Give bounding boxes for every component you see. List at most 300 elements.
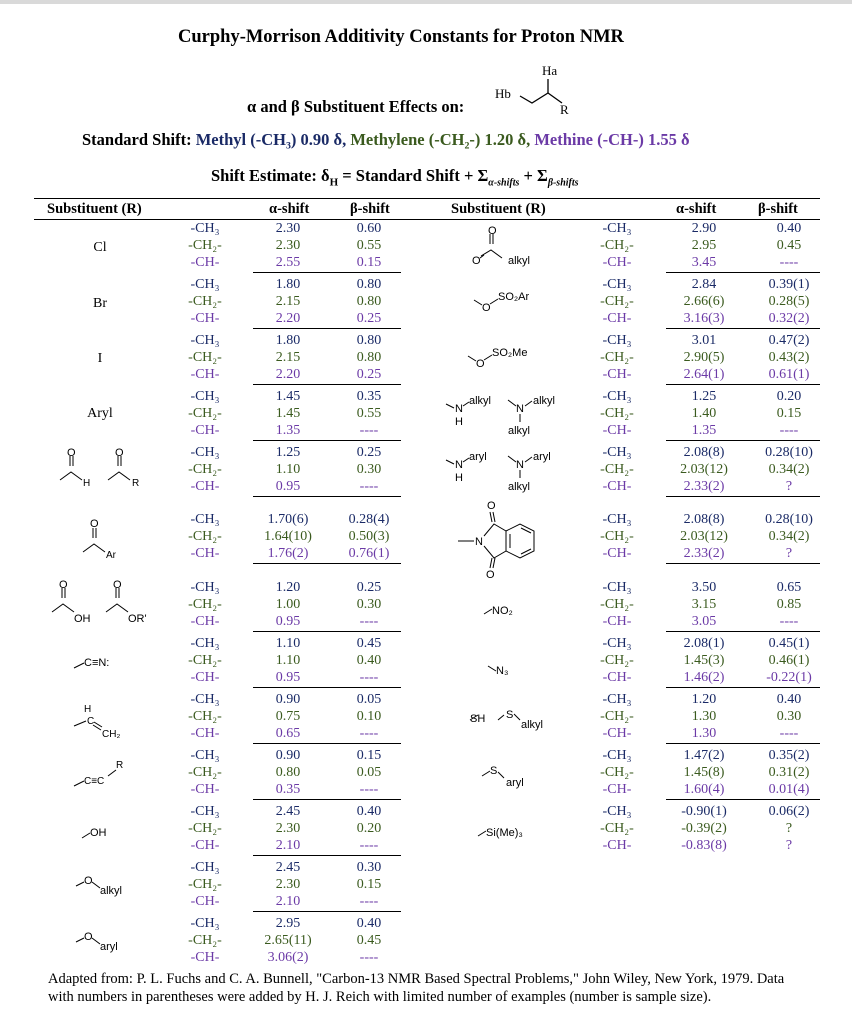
- beta-shift-value: 0.01(4): [768, 782, 810, 797]
- arylsulfide-aryl-label: aryl: [506, 777, 524, 789]
- alpha-shift-value: 2.03(12): [680, 529, 728, 544]
- alkyne-structure: [72, 754, 152, 794]
- sulfonate-methyl-o-label: O: [476, 358, 485, 370]
- alpha-shift-value: 2.20: [275, 311, 301, 326]
- alpha-shift-value: 2.45: [275, 804, 301, 819]
- row-carbon-label: -CH₂-: [188, 462, 222, 477]
- beta-shift-value: 0.20: [776, 389, 802, 404]
- beta-shift-value: 0.06(2): [768, 804, 810, 819]
- beta-shift-value: 0.28(10): [765, 512, 813, 527]
- arylsulfide-s-label: S: [490, 765, 498, 777]
- effects-heading: α and β Substituent Effects on:: [247, 97, 465, 116]
- alpha-shift-value: 1.35: [275, 423, 301, 438]
- row-separator: [666, 687, 820, 688]
- row-carbon-label: -CH₃: [602, 804, 632, 819]
- row-carbon-label: -CH₃: [602, 748, 632, 763]
- arylamine2-aryl-label: aryl: [533, 451, 551, 463]
- beta-shift-value: ----: [359, 782, 379, 797]
- substituent-br: Br: [93, 296, 107, 311]
- aryl-ether-o-label: O: [84, 931, 93, 943]
- alpha-shift-value: 0.65: [275, 726, 301, 741]
- alpha-shift-value: 1.45: [275, 389, 301, 404]
- sulfonate-methyl-label: SO₂Me: [492, 347, 528, 359]
- beta-shift-value: ----: [779, 614, 799, 629]
- substituent-aryl: Aryl: [87, 406, 113, 421]
- alpha-shift-value: 2.65(11): [264, 933, 312, 948]
- alpha-shift-value: 1.10: [275, 462, 301, 477]
- beta-shift-value: 0.80: [356, 350, 382, 365]
- row-carbon-label: -CH₂-: [600, 529, 634, 544]
- arylamine-h-label: H: [455, 472, 463, 484]
- beta-shift-value: 0.80: [356, 294, 382, 309]
- alpha-shift-value: 2.45: [275, 860, 301, 875]
- col-beta-left: β-shift: [350, 201, 390, 217]
- row-carbon-label: -CH₃: [602, 445, 632, 460]
- arylsulfide-structure: [480, 762, 550, 792]
- svg-text:O: O: [67, 447, 76, 459]
- row-separator: [666, 799, 820, 800]
- beta-shift-value: ----: [359, 894, 379, 909]
- ester-o-label: O: [472, 255, 481, 267]
- beta-shift-value: ----: [779, 423, 799, 438]
- substituent-cl: Cl: [93, 240, 107, 255]
- row-carbon-label: -CH-: [602, 838, 632, 853]
- beta-shift-value: 0.65: [776, 580, 802, 595]
- alpha-shift-value: 1.10: [275, 653, 301, 668]
- beta-shift-value: 0.46(1): [768, 653, 810, 668]
- row-carbon-label: -CH-: [190, 546, 220, 561]
- beta-shift-value: ?: [785, 479, 793, 494]
- row-carbon-label: -CH₂-: [600, 821, 634, 836]
- estimate-prefix: Shift Estimate: δ: [211, 166, 330, 185]
- row-carbon-label: -CH₃: [190, 804, 220, 819]
- alpha-shift-value: 0.35: [275, 782, 301, 797]
- alpha-shift-value: 3.50: [691, 580, 717, 595]
- alpha-shift-value: 3.01: [691, 333, 717, 348]
- alpha-shift-value: -0.39(2): [681, 821, 727, 836]
- alpha-shift-value: -0.90(1): [681, 804, 727, 819]
- sulfonate-aryl-structure: [472, 284, 562, 314]
- alpha-shift-value: 2.90: [691, 221, 717, 236]
- phthalimide-structure: [454, 498, 554, 580]
- alpha-shift-value: 2.08(8): [683, 512, 725, 527]
- aryl-ether-structure: [74, 928, 164, 958]
- hb-label: Hb: [495, 86, 511, 101]
- amine2-alkyl-label: alkyl: [533, 395, 556, 407]
- row-carbon-label: -CH₃: [190, 636, 220, 651]
- alpha-shift-value: 1.46(2): [683, 670, 725, 685]
- beta-shift-value: 0.55: [356, 238, 382, 253]
- alpha-shift-value: 0.90: [275, 692, 301, 707]
- alpha-shift-value: 1.30: [691, 709, 717, 724]
- alpha-shift-value: 1.45(8): [683, 765, 725, 780]
- col-beta-right: β-shift: [758, 201, 798, 217]
- alpha-shift-value: 1.45(3): [683, 653, 725, 668]
- azide-structure: [486, 656, 536, 680]
- sulfonate-aryl-label: SO₂Ar: [498, 291, 530, 303]
- alpha-shift-value: 2.30: [275, 238, 301, 253]
- row-carbon-label: -CH₃: [602, 512, 632, 527]
- hydroxyl-label: OH: [90, 827, 107, 839]
- row-carbon-label: -CH₃: [602, 692, 632, 707]
- beta-shift-value: 0.15: [356, 255, 382, 270]
- acid-oh-label: OH: [74, 613, 91, 625]
- row-separator: [666, 496, 820, 497]
- azide-label: N₃: [496, 665, 509, 677]
- beta-shift-value: ?: [785, 546, 793, 561]
- beta-shift-value: 0.34(2): [768, 462, 810, 477]
- svg-text:O: O: [488, 225, 497, 237]
- row-separator: [666, 631, 820, 632]
- ketone-r-label: R: [132, 478, 140, 489]
- beta-shift-value: 0.15: [356, 877, 382, 892]
- arylamine-aryl-label: aryl: [469, 451, 487, 463]
- alpha-shift-value: 3.16(3): [683, 311, 725, 326]
- beta-shift-value: 0.28(5): [768, 294, 810, 309]
- row-separator: [253, 687, 401, 688]
- arylamine2-n-label: N: [516, 459, 524, 471]
- row-separator: [253, 440, 401, 441]
- acid-ester-structure: [48, 579, 168, 628]
- alpha-shift-value: 1.30: [691, 726, 717, 741]
- row-carbon-label: -CH₃: [190, 445, 220, 460]
- amine-alkyl-label: alkyl: [469, 395, 492, 407]
- beta-shift-value: 0.25: [356, 367, 382, 382]
- ester-alkyl-label: alkyl: [508, 255, 531, 267]
- beta-shift-value: 0.15: [356, 748, 382, 763]
- beta-shift-value: 0.10: [356, 709, 382, 724]
- beta-shift-value: ----: [359, 479, 379, 494]
- row-carbon-label: -CH₃: [190, 748, 220, 763]
- vinyl-c-label: C: [87, 716, 95, 727]
- alpha-shift-value: 0.95: [275, 479, 301, 494]
- alpha-shift-value: 1.25: [275, 445, 301, 460]
- amine-h-label: H: [455, 416, 463, 428]
- alpha-shift-value: 0.80: [275, 765, 301, 780]
- svg-text:O: O: [113, 579, 122, 591]
- beta-shift-value: 0.30: [776, 709, 802, 724]
- sulfide-s-label: S: [506, 709, 514, 721]
- row-carbon-label: -CH₃: [190, 580, 220, 595]
- row-carbon-label: -CH₂-: [600, 462, 634, 477]
- row-separator: [253, 911, 401, 912]
- beta-shift-value: ----: [359, 670, 379, 685]
- standard-shift-methylene: Methylene (-CH₂-) 1.20 δ,: [350, 130, 531, 149]
- alpha-shift-value: 2.30: [275, 877, 301, 892]
- alkyl-ether-structure: [74, 872, 164, 902]
- row-carbon-label: -CH₃: [190, 221, 220, 236]
- row-carbon-label: -CH-: [190, 614, 220, 629]
- row-carbon-label: -CH₂-: [188, 821, 222, 836]
- alpha-shift-value: 1.60(4): [683, 782, 725, 797]
- beta-shift-value: 0.47(2): [768, 333, 810, 348]
- estimate-beta-subscript: β-shifts: [547, 177, 579, 189]
- nitrile-label: C≡N:: [84, 657, 110, 669]
- row-carbon-label: -CH-: [190, 894, 220, 909]
- alkylamine-structure: [444, 392, 574, 436]
- page-title: Curphy-Morrison Additivity Constants for Proton NMR: [178, 27, 624, 47]
- row-carbon-label: -CH-: [602, 546, 632, 561]
- row-separator: [666, 743, 820, 744]
- row-carbon-label: -CH₂-: [188, 406, 222, 421]
- standard-shift-methine: Methine (-CH-) 1.55 δ: [534, 130, 690, 149]
- row-separator: [253, 563, 401, 564]
- alkyl-ether-alkyl-label: alkyl: [100, 885, 123, 897]
- beta-shift-value: ----: [359, 838, 379, 853]
- alkyl-ether-o-label: O: [84, 875, 93, 887]
- beta-shift-value: 0.76(1): [348, 546, 390, 561]
- alpha-shift-value: 2.10: [275, 894, 301, 909]
- row-carbon-label: -CH₃: [602, 636, 632, 651]
- alpha-shift-value: 0.95: [275, 670, 301, 685]
- row-carbon-label: -CH-: [602, 255, 632, 270]
- row-carbon-label: -CH-: [602, 782, 632, 797]
- row-carbon-label: -CH-: [190, 255, 220, 270]
- alpha-shift-value: -0.83(8): [681, 838, 727, 853]
- beta-shift-value: 0.31(2): [768, 765, 810, 780]
- beta-shift-value: ----: [359, 726, 379, 741]
- beta-shift-value: 0.45(1): [768, 636, 810, 651]
- row-carbon-label: -CH₃: [602, 277, 632, 292]
- row-carbon-label: -CH-: [602, 614, 632, 629]
- alpha-shift-value: 1.70(6): [267, 512, 309, 527]
- alkyne-r-label: R: [116, 760, 124, 771]
- nitro-structure: [482, 598, 542, 622]
- estimate-equals: = Standard Shift + Σ: [338, 166, 489, 185]
- beta-shift-value: 0.35: [356, 389, 382, 404]
- row-carbon-label: -CH-: [602, 311, 632, 326]
- substituent-i: I: [97, 351, 103, 366]
- alpha-shift-value: 2.55: [275, 255, 301, 270]
- table-top-rule: [34, 198, 820, 199]
- row-carbon-label: -CH-: [602, 367, 632, 382]
- beta-shift-value: ----: [779, 726, 799, 741]
- alpha-shift-value: 0.90: [275, 748, 301, 763]
- row-carbon-label: -CH₃: [190, 692, 220, 707]
- thiol-sulfide-structure: [468, 704, 568, 734]
- row-carbon-label: -CH₂-: [188, 294, 222, 309]
- row-separator: [666, 272, 820, 273]
- vinyl-structure: [72, 700, 152, 744]
- row-carbon-label: -CH₂-: [188, 597, 222, 612]
- alpha-shift-value: 2.15: [275, 294, 301, 309]
- beta-shift-value: 0.60: [356, 221, 382, 236]
- amine2-n-label: N: [516, 403, 524, 415]
- row-separator: [253, 855, 401, 856]
- beta-shift-value: 0.25: [356, 580, 382, 595]
- phthalimide-o-top: O: [487, 500, 496, 512]
- ester-o-structure: [472, 224, 552, 270]
- row-carbon-label: -CH₃: [602, 389, 632, 404]
- beta-shift-value: 0.05: [356, 765, 382, 780]
- hydroxyl-structure: [80, 820, 130, 844]
- aryl-ketone-structure: [72, 516, 132, 564]
- svg-text:O: O: [59, 579, 68, 591]
- alpha-shift-value: 2.95: [691, 238, 717, 253]
- table-header-rule: [34, 219, 820, 220]
- alpha-shift-value: 3.15: [691, 597, 717, 612]
- beta-shift-value: 0.34(2): [768, 529, 810, 544]
- alpha-shift-value: 1.47(2): [683, 748, 725, 763]
- row-separator: [253, 272, 401, 273]
- amine-n-label: N: [455, 403, 463, 415]
- beta-shift-value: 0.28(10): [765, 445, 813, 460]
- alpha-shift-value: 2.15: [275, 350, 301, 365]
- beta-shift-value: ----: [359, 614, 379, 629]
- estimate-alpha-subscript: α-shifts: [488, 177, 520, 189]
- beta-shift-value: 0.61(1): [768, 367, 810, 382]
- beta-shift-value: ----: [359, 423, 379, 438]
- row-carbon-label: -CH₃: [602, 221, 632, 236]
- row-carbon-label: -CH₃: [602, 580, 632, 595]
- alpha-shift-value: 1.20: [275, 580, 301, 595]
- aldehyde-ketone-structure: [58, 447, 158, 496]
- aldehyde-h-label: H: [83, 478, 91, 489]
- row-carbon-label: -CH₂-: [600, 238, 634, 253]
- generic-structure-diagram: [495, 58, 590, 118]
- alpha-shift-value: 0.75: [275, 709, 301, 724]
- row-separator: [253, 496, 401, 497]
- beta-shift-value: 0.40: [356, 653, 382, 668]
- phthalimide-o-bottom: O: [486, 569, 495, 581]
- beta-shift-value: 0.25: [356, 311, 382, 326]
- row-separator: [253, 631, 401, 632]
- row-carbon-label: -CH₂-: [188, 529, 222, 544]
- alpha-shift-value: 2.03(12): [680, 462, 728, 477]
- beta-shift-value: 0.43(2): [768, 350, 810, 365]
- ha-label: Ha: [542, 63, 558, 78]
- row-separator: [666, 384, 820, 385]
- alpha-shift-value: 3.45: [691, 255, 717, 270]
- row-carbon-label: -CH₃: [190, 512, 220, 527]
- beta-shift-value: ?: [785, 821, 793, 836]
- row-carbon-label: -CH-: [602, 479, 632, 494]
- row-carbon-label: -CH-: [602, 423, 632, 438]
- amine2-alkyl-bottom-label: alkyl: [508, 425, 531, 437]
- alpha-shift-value: 2.90(5): [683, 350, 725, 365]
- alkyne-label: C≡C: [84, 776, 105, 787]
- arylamine-structure: [444, 448, 574, 494]
- row-carbon-label: -CH-: [190, 479, 220, 494]
- beta-shift-value: 0.55: [356, 406, 382, 421]
- col-substituent-left: Substituent (R): [47, 201, 142, 217]
- row-carbon-label: -CH₂-: [600, 653, 634, 668]
- row-carbon-label: -CH-: [190, 423, 220, 438]
- r-label: R: [560, 102, 569, 117]
- col-substituent-right: Substituent (R): [451, 201, 546, 217]
- beta-shift-value: 0.30: [356, 597, 382, 612]
- row-carbon-label: -CH₂-: [188, 877, 222, 892]
- thiol-label: SH: [470, 713, 486, 725]
- col-alpha-left: α-shift: [269, 201, 310, 217]
- alpha-shift-value: 2.08(1): [683, 636, 725, 651]
- beta-shift-value: 0.40: [776, 221, 802, 236]
- row-carbon-label: -CH-: [190, 950, 220, 965]
- row-carbon-label: -CH-: [190, 311, 220, 326]
- alpha-shift-value: 2.10: [275, 838, 301, 853]
- row-carbon-label: -CH₃: [190, 333, 220, 348]
- row-separator: [253, 799, 401, 800]
- row-separator: [666, 328, 820, 329]
- row-carbon-label: -CH-: [602, 670, 632, 685]
- row-carbon-label: -CH₃: [190, 860, 220, 875]
- svg-text:O: O: [115, 447, 124, 459]
- aryl-ether-aryl-label: aryl: [100, 941, 118, 953]
- beta-shift-value: 0.45: [356, 636, 382, 651]
- beta-shift-value: 0.80: [356, 333, 382, 348]
- beta-shift-value: 0.30: [356, 462, 382, 477]
- beta-shift-value: 0.80: [356, 277, 382, 292]
- row-carbon-label: -CH-: [190, 367, 220, 382]
- row-carbon-label: -CH-: [190, 782, 220, 797]
- beta-shift-value: ----: [359, 950, 379, 965]
- beta-shift-value: 0.28(4): [348, 512, 390, 527]
- row-carbon-label: -CH₃: [190, 916, 220, 931]
- alpha-shift-value: 2.95: [275, 916, 301, 931]
- alpha-shift-value: 1.45: [275, 406, 301, 421]
- beta-shift-value: 0.20: [356, 821, 382, 836]
- row-carbon-label: -CH₂-: [600, 765, 634, 780]
- alpha-shift-value: 2.30: [275, 221, 301, 236]
- alpha-shift-value: 1.25: [691, 389, 717, 404]
- beta-shift-value: 0.30: [356, 860, 382, 875]
- row-carbon-label: -CH₂-: [188, 350, 222, 365]
- alpha-shift-value: 1.40: [691, 406, 717, 421]
- row-carbon-label: -CH₃: [190, 389, 220, 404]
- row-separator: [253, 743, 401, 744]
- row-separator: [253, 384, 401, 385]
- row-carbon-label: -CH₃: [190, 277, 220, 292]
- arylamine-n-label: N: [455, 459, 463, 471]
- nitro-label: NO₂: [492, 605, 513, 617]
- beta-shift-value: 0.45: [776, 238, 802, 253]
- silyl-structure: [476, 818, 556, 842]
- shift-estimate-line: [211, 166, 579, 188]
- alpha-shift-value: 0.95: [275, 614, 301, 629]
- alpha-shift-value: 2.33(2): [683, 546, 725, 561]
- row-carbon-label: -CH₃: [602, 333, 632, 348]
- standard-shift-methyl: Methyl (-CH₃) 0.90 δ,: [195, 130, 347, 149]
- row-separator: [253, 328, 401, 329]
- sulfide-alkyl-label: alkyl: [521, 719, 544, 731]
- vinyl-h-label: H: [84, 704, 92, 715]
- alpha-shift-value: 2.64(1): [683, 367, 725, 382]
- alpha-shift-value: 1.00: [275, 597, 301, 612]
- row-carbon-label: -CH-: [190, 726, 220, 741]
- row-carbon-label: -CH₂-: [188, 765, 222, 780]
- beta-shift-value: 0.35(2): [768, 748, 810, 763]
- row-carbon-label: -CH₂-: [188, 653, 222, 668]
- beta-shift-value: 0.50(3): [348, 529, 390, 544]
- row-carbon-label: -CH₂-: [600, 597, 634, 612]
- alpha-shift-value: 1.35: [691, 423, 717, 438]
- standard-shift-line: [82, 130, 690, 150]
- silyl-label: Si(Me)₃: [486, 827, 523, 839]
- ester-or-label: OR': [128, 613, 147, 625]
- row-carbon-label: -CH₂-: [188, 709, 222, 724]
- estimate-plus: + Σ: [519, 166, 548, 185]
- beta-shift-value: ----: [779, 255, 799, 270]
- alpha-shift-value: 1.80: [275, 333, 301, 348]
- phthalimide-n-label: N: [475, 536, 483, 548]
- beta-shift-value: 0.40: [356, 804, 382, 819]
- beta-shift-value: -0.22(1): [766, 670, 812, 685]
- beta-shift-value: 0.05: [356, 692, 382, 707]
- beta-shift-value: 0.32(2): [768, 311, 810, 326]
- beta-shift-value: ?: [785, 838, 793, 853]
- beta-shift-value: 0.45: [356, 933, 382, 948]
- row-separator: [666, 440, 820, 441]
